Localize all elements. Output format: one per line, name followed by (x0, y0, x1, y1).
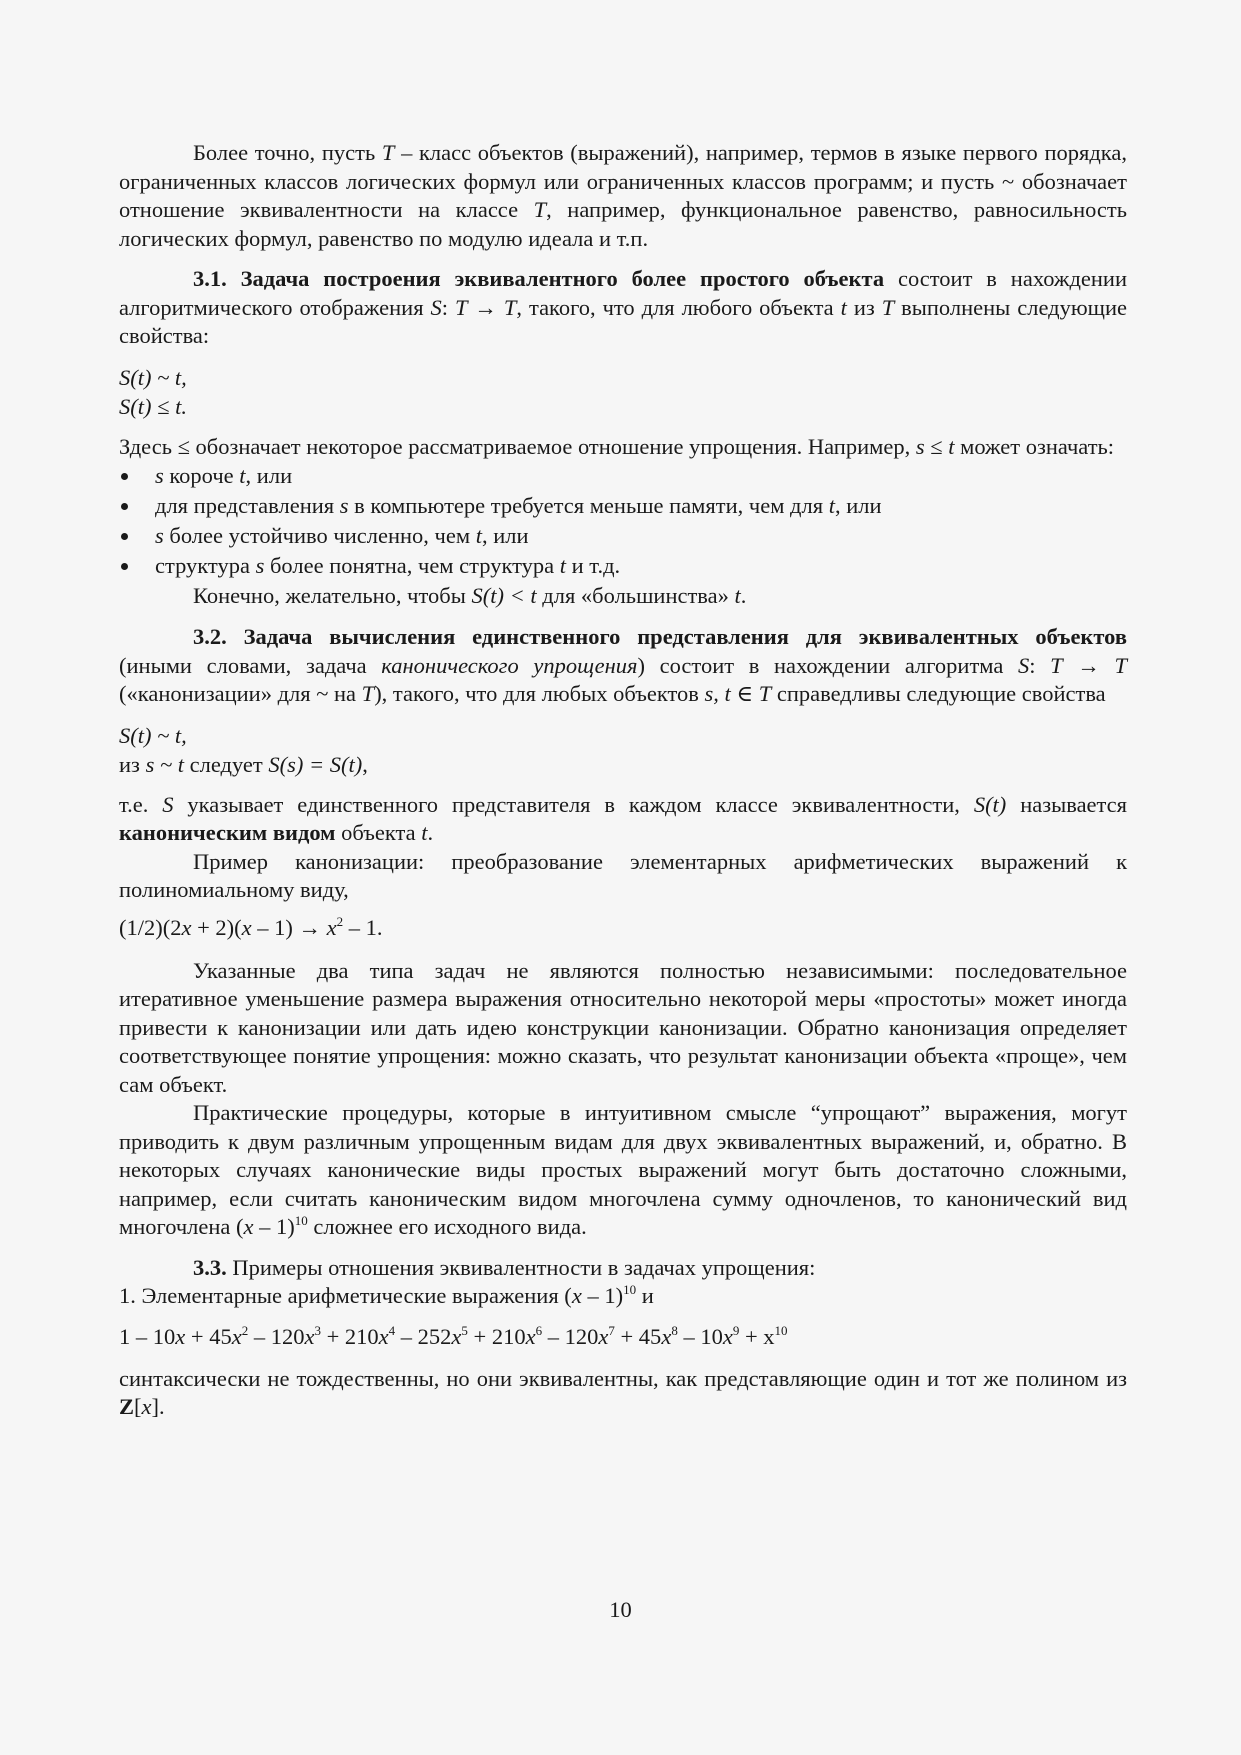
var-x: x (378, 1323, 389, 1349)
var-x: x (525, 1323, 536, 1349)
conclusion-line (119, 581, 1127, 611)
text: , или (481, 523, 529, 548)
text: структура (155, 553, 256, 578)
formula-inline: S(s) = S(t) (268, 751, 363, 777)
arrow: → (467, 294, 504, 320)
var-T: T (758, 681, 772, 706)
example-item-1 (119, 1282, 1127, 1311)
text: : (1029, 652, 1051, 678)
practical-procedures-paragraph (119, 1099, 1127, 1242)
text: Здесь ≤ обозначает некоторое рассматриваемое отношение упрощения. Например, (119, 433, 916, 459)
text: более устойчиво численно, чем (163, 523, 476, 548)
var-T: T (1050, 652, 1063, 678)
var-t: t (948, 433, 955, 459)
text: следует (184, 751, 269, 777)
exponent: 5 (461, 1322, 468, 1338)
text: («канонизации» для ~ на (119, 681, 362, 706)
formula-canonical-equivalence: S(t) ~ t, (119, 722, 187, 748)
poly-coef: 1 – 10 (119, 1323, 176, 1349)
text: + 2)( (191, 914, 242, 940)
var-S: S (1018, 652, 1030, 678)
ring-Z: Z (119, 1394, 135, 1419)
formula-example (119, 911, 1127, 945)
exponent: 2 (336, 913, 344, 929)
poly-coef: – 10 (677, 1323, 723, 1349)
var-x: x (241, 914, 252, 940)
var-x: x (451, 1323, 462, 1349)
text: (1/2)(2 (119, 914, 182, 940)
text: состоит в нахождении алгоритмического отображения (119, 266, 1127, 320)
var-s: s (339, 493, 349, 518)
page-body (119, 139, 1127, 1422)
var-x: x (661, 1323, 672, 1349)
text: Примеры отношения эквивалентности в задачах упрощения: (226, 1254, 816, 1280)
formula-inline: s ~ t (145, 751, 184, 777)
var-x: x (326, 914, 337, 940)
var-x: x (175, 1323, 186, 1349)
var-T: T (454, 294, 468, 320)
task-types-paragraph: Указанные два типа задач не являются полностью независимыми: последовательное итеративное уменьшение размера выражения относительно некоторой меры «простоты» может иногда привести к канонизации или дать идею конструкции канонизации. Обратно канонизация определяет соответствующее понятие упрощения: можно сказать, что результат канонизации объекта «проще», чем сам объект. (119, 957, 1127, 1097)
bullet-icon (121, 533, 128, 540)
exponent: 3 (314, 1322, 321, 1338)
intro-paragraph (119, 139, 1127, 253)
var-T: T (881, 294, 895, 320)
text: , или (834, 493, 882, 518)
section-3-1-paragraph (119, 265, 1127, 351)
text: . (427, 820, 434, 845)
var-s: s (155, 523, 164, 548)
text: ≤ (924, 433, 949, 459)
text: т.е. (119, 791, 163, 817)
text: – 1) (581, 1283, 624, 1308)
text: – 1. (343, 914, 383, 940)
var-t: t (559, 553, 567, 578)
var-x: x (141, 1394, 152, 1419)
var-s: s (155, 463, 164, 488)
criteria-list (119, 461, 1127, 581)
formula-simpler: S(t) ≤ t. (119, 393, 187, 419)
var-x: x (231, 1323, 242, 1349)
text: и т.д. (566, 553, 621, 578)
exponent: 8 (671, 1322, 678, 1338)
text: Практические процедуры, которые в интуитивном смысле “упрощают” выражения, могут приводить к двум различным упрощенным видам для двух эквивалентных выражений, и, обратно. В некоторых случаях канонические виды простых выражений могут быть достаточно сложными, например, если считать каноническим видом многочлена сумму одночленов, то канонический вид многочлена ( (119, 1100, 1127, 1239)
polynomial-conclusion (119, 1365, 1127, 1422)
exponent: 7 (608, 1322, 615, 1338)
formula-inline: S(t) (973, 791, 1007, 817)
section-3-1-heading: 3.1. Задача построения эквивалентного более простого объекта (193, 266, 885, 291)
text: короче (163, 463, 240, 488)
var-s-t: s, t (704, 681, 731, 706)
page-number: 10 (609, 1597, 632, 1622)
term-canonical-form: каноническим видом (119, 820, 336, 845)
var-s: s (915, 433, 925, 459)
text: – 1) (253, 1214, 295, 1239)
arrow: → (1062, 652, 1115, 678)
text: , или (245, 463, 293, 488)
bullet-icon (121, 473, 128, 480)
term-canonical: канонического упрощения (381, 652, 638, 678)
text: – 1) → (251, 914, 327, 940)
text: может означать: (954, 433, 1115, 459)
text: ), такого, что для любых объектов (374, 681, 705, 706)
var-T: T (1114, 652, 1127, 678)
text: объекта (335, 820, 422, 845)
poly-last-term: + x (739, 1323, 775, 1349)
var-x: x (722, 1323, 733, 1349)
text: : (441, 294, 455, 320)
section-3-3-heading: 3.3. (193, 1254, 227, 1280)
text: сложнее его исходного вида. (307, 1214, 587, 1239)
poly-coef: – 120 (542, 1323, 599, 1349)
text: выполнены следующие свойства: (119, 294, 1127, 348)
text: – класс объектов (выражений), например, термов в языке первого порядка, ограниченных классов логических формул или ограниченных классов программ; и пусть ~ обозначает отношение эквивалентности на классе (119, 140, 1127, 222)
bullet-icon (121, 503, 128, 510)
list-item (119, 491, 1127, 521)
var-T: T (533, 197, 547, 222)
canonical-definition (119, 791, 1127, 848)
formula-inline: S(t) < t (471, 583, 537, 608)
text: более понятна, чем структура (264, 553, 560, 578)
bullet-icon (121, 563, 128, 570)
exponent: 10 (623, 1282, 637, 1297)
text: [ (134, 1394, 142, 1419)
text: в компьютере требуется меньше памяти, чем для (348, 493, 829, 518)
canonization-example: Пример канонизации: преобразование элементарных арифметических выражений к полиномиальному виду, (119, 848, 1127, 902)
poly-coef: + 210 (467, 1323, 526, 1349)
var-t: t (828, 493, 835, 518)
var-x: x (598, 1323, 609, 1349)
text: из (846, 294, 882, 320)
list-item (119, 521, 1127, 551)
exponent: 10 (774, 1322, 788, 1338)
exponent: 9 (732, 1322, 740, 1338)
text: 1. Элементарные арифметические выражения ( (119, 1283, 572, 1308)
var-t: t (475, 523, 482, 548)
text: Конечно, желательно, чтобы (193, 583, 472, 608)
exponent: 6 (535, 1322, 543, 1338)
text: . (740, 583, 747, 608)
text: (иными словами, задача (119, 652, 382, 678)
var-x: x (571, 1283, 582, 1308)
exponent: 2 (241, 1322, 249, 1338)
text: Более точно, пусть (193, 140, 382, 165)
poly-coef: + 210 (320, 1323, 379, 1349)
var-T: T (381, 140, 395, 165)
text: , (362, 751, 368, 777)
var-t: t (840, 294, 847, 320)
var-x: x (181, 914, 192, 940)
poly-coef: – 120 (248, 1323, 305, 1349)
var-S: S (430, 294, 442, 320)
text: для представления (155, 493, 340, 518)
formula-polynomial (119, 1321, 1127, 1353)
var-T: T (361, 681, 375, 706)
text: ∈ (730, 681, 759, 706)
var-s: s (255, 553, 265, 578)
text: ]. (151, 1394, 165, 1419)
var-x: x (304, 1323, 315, 1349)
var-S: S (162, 791, 174, 817)
poly-coef: + 45 (614, 1323, 662, 1349)
poly-coef: + 45 (185, 1323, 232, 1349)
text: синтаксически не тождественны, но они эквивалентны, как представляющие один и тот же полином из (119, 1365, 1127, 1391)
formula-canonical-uniqueness (119, 750, 1127, 779)
text: указывает единственного представителя в каждом классе эквивалентности, (173, 791, 974, 817)
var-t: t (734, 583, 741, 608)
section-3-2-paragraph (119, 623, 1127, 709)
var-T: T (503, 294, 517, 320)
var-x: x (243, 1214, 254, 1239)
exponent: 10 (294, 1213, 308, 1228)
text: , такого, что для любого объекта (516, 294, 841, 320)
text: из (119, 751, 146, 777)
simplification-explanation (119, 433, 1127, 462)
text: ) состоит в нахождении алгоритма (637, 652, 1018, 678)
exponent: 4 (388, 1322, 396, 1338)
poly-coef: – 252 (395, 1323, 452, 1349)
text: справедливы следующие свойства (771, 681, 1106, 706)
list-item (119, 461, 1127, 491)
text: для «большинства» (536, 583, 735, 608)
text: , например, функциональное равенство, равносильность логических формул, равенство по модулю идеала и т.п. (119, 197, 1127, 251)
section-3-2-heading: 3.2. Задача вычисления единственного представления для эквивалентных объектов (193, 624, 1127, 649)
var-t: t (239, 463, 246, 488)
text: и (636, 1283, 654, 1308)
formula-equivalence: S(t) ~ t, (119, 364, 187, 390)
list-item (119, 551, 1127, 581)
var-t: t (421, 820, 428, 845)
section-3-3-paragraph (119, 1254, 1127, 1283)
text: называется (1006, 791, 1127, 817)
